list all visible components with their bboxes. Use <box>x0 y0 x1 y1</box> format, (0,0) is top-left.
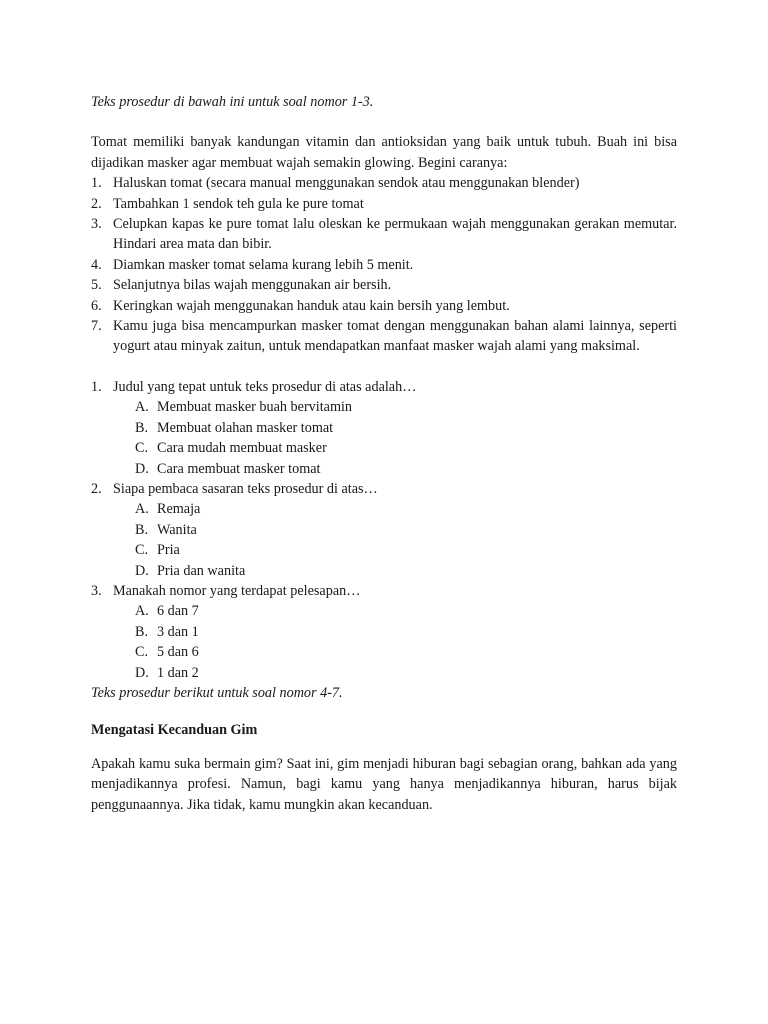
answer-option: D. Pria dan wanita <box>135 562 246 579</box>
question-item: 3. Manakah nomor yang terdapat pelesapan… A. 6 dan 7 B. 3 dan 1 C. 5 dan 6 D. 1 dan 2 <box>91 581 677 683</box>
question-item: 2. Siapa pembaca sasaran teks prosedur di atas… A. Remaja B. Wanita C. Pria D. Pria dan wanita <box>91 479 677 581</box>
answer-option: A. Remaja <box>135 501 201 518</box>
procedure-step: 5. Selanjutnya bilas wajah menggunakan air bersih. <box>91 277 392 294</box>
answer-option: C. Pria <box>135 542 180 559</box>
answer-options <box>113 601 677 683</box>
procedure-step: 1. Haluskan tomat (secara manual menggunakan sendok atau menggunakan blender) <box>91 175 580 192</box>
answer-option: A. Membuat masker buah bervitamin <box>135 399 353 416</box>
answer-option: B. Membuat olahan masker tomat <box>135 419 334 436</box>
spacer <box>91 112 677 132</box>
answer-options <box>113 499 677 581</box>
question-text: Judul yang tepat untuk teks prosedur di atas adalah… <box>113 378 417 395</box>
procedure-steps <box>91 173 677 357</box>
answer-option: D. 1 dan 2 <box>135 664 199 681</box>
answer-option: A. 6 dan 7 <box>135 603 199 620</box>
answer-option: C. 5 dan 6 <box>135 644 199 661</box>
procedure-step: 4. Diamkan masker tomat selama kurang lebih 5 menit. <box>91 256 414 273</box>
question-item: 1. Judul yang tepat untuk teks prosedur di atas adalah… A. Membuat masker buah bervitamin B. Membuat olahan masker tomat C. Cara mudah membuat masker D. Cara membuat masker tomat <box>91 377 677 479</box>
question-list <box>91 377 677 683</box>
answer-option: C. Cara mudah membuat masker <box>135 440 327 457</box>
answer-option: B. Wanita <box>135 521 197 538</box>
instruction-questions-4-7: Teks prosedur berikut untuk soal nomor 4-7. <box>91 684 343 701</box>
answer-options <box>113 397 677 479</box>
body-paragraph: Apakah kamu suka bermain gim? Saat ini, gim menjadi hiburan bagi sebagian orang, bahkan ada yang menjadikannya profesi. Namun, bagi kamu yang hanya menjadikannya hiburan, harus bijak penggunaannya. Jika tidak, kamu mungkin akan kecanduan. <box>91 755 677 813</box>
instruction-questions-1-3: Teks prosedur di bawah ini untuk soal nomor 1-3. <box>91 94 374 110</box>
spacer <box>91 741 677 754</box>
answer-option: B. 3 dan 1 <box>135 623 199 640</box>
answer-option: D. Cara membuat masker tomat <box>135 460 321 477</box>
question-text: Manakah nomor yang terdapat pelesapan… <box>113 582 361 599</box>
question-text: Siapa pembaca sasaran teks prosedur di atas… <box>113 480 378 497</box>
procedure-step: 6. Keringkan wajah menggunakan handuk atau kain bersih yang lembut. <box>91 297 510 314</box>
section-heading: Mengatasi Kecanduan Gim <box>91 722 258 739</box>
intro-paragraph: Tomat memiliki banyak kandungan vitamin dan antioksidan yang baik untuk tubuh. Buah ini bisa dijadikan masker agar membuat wajah semakin glowing. Begini caranya: <box>91 134 677 171</box>
spacer <box>91 357 677 377</box>
procedure-step: 2. Tambahkan 1 sendok teh gula ke pure tomat <box>91 195 364 212</box>
procedure-step: 3. Celupkan kapas ke pure tomat lalu oleskan ke permukaan wajah menggunakan gerakan memutar. Hindari area mata dan bibir. <box>91 216 677 253</box>
document-content <box>91 92 677 815</box>
spacer <box>91 703 677 720</box>
procedure-step: 7. Kamu juga bisa mencampurkan masker tomat dengan menggunakan bahan alami lainnya, seperti yogurt atau minyak zaitun, untuk mendapatkan manfaat masker wajah alami yang maksimal. <box>91 318 677 355</box>
